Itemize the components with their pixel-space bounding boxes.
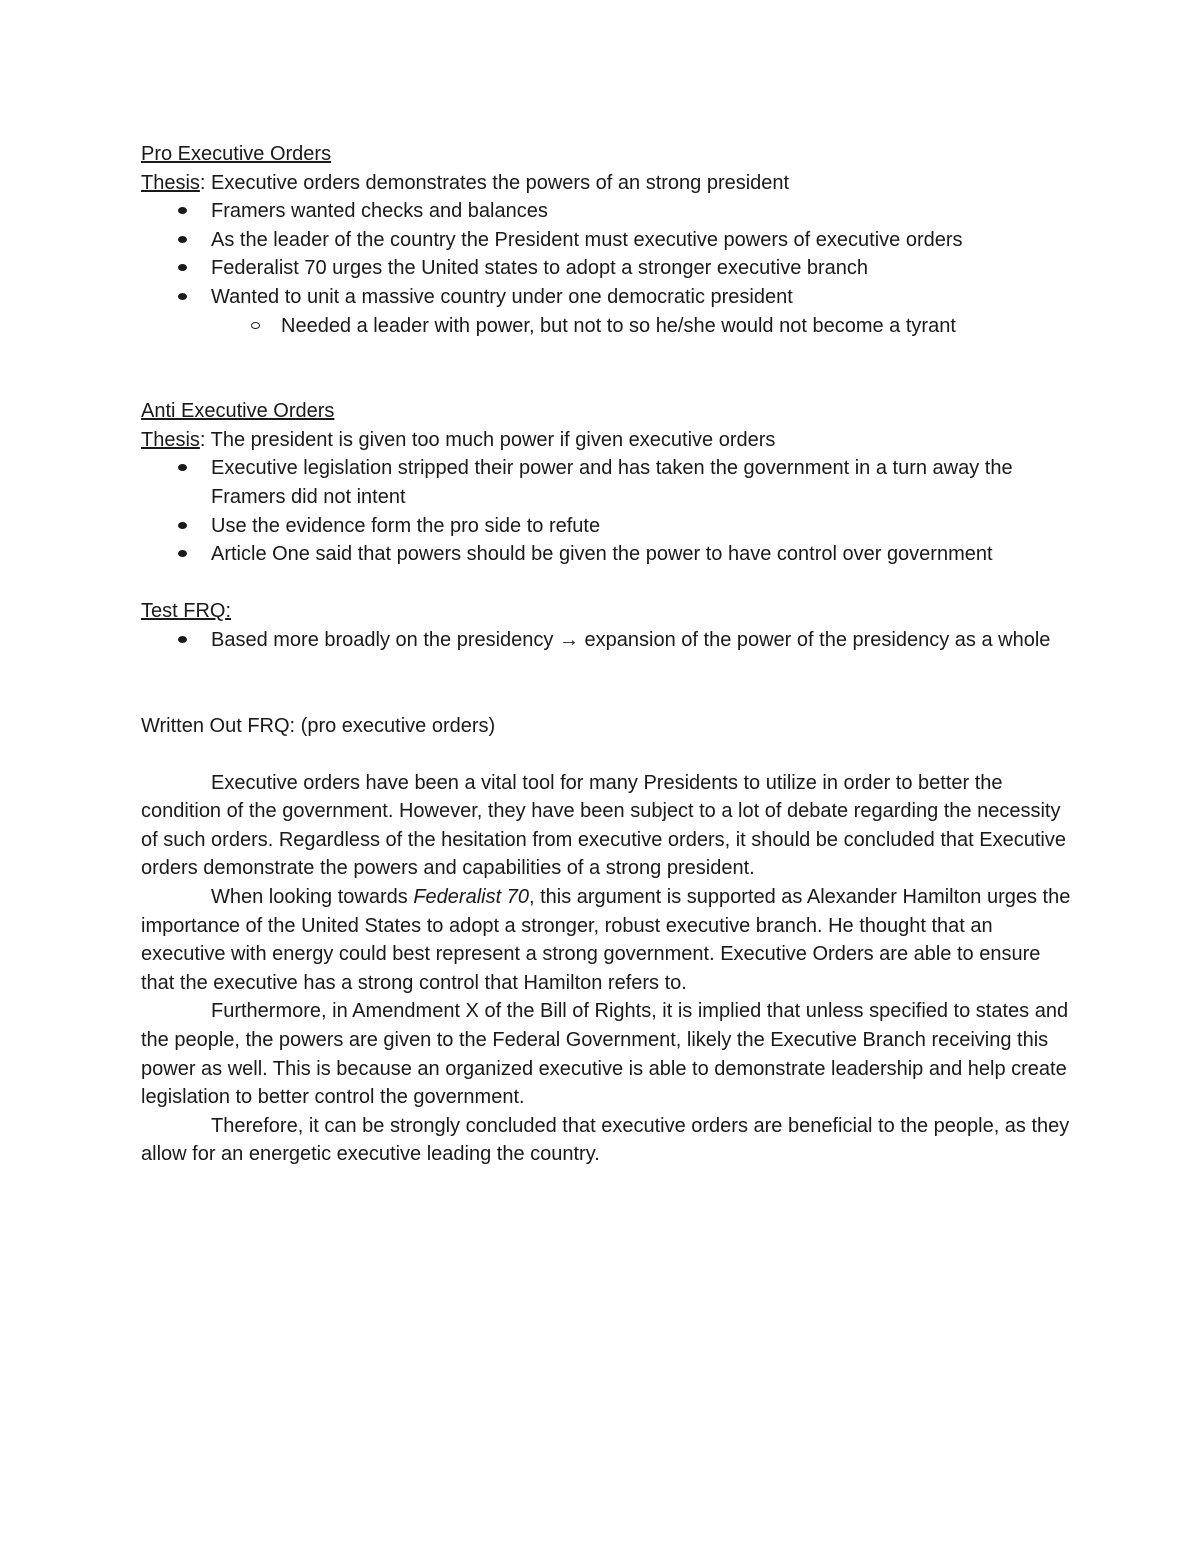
pro-thesis-label: Thesis <box>141 171 200 194</box>
anti-thesis-label: Thesis <box>141 428 200 451</box>
pro-thesis-text: : Executive orders demonstrates the powers of an strong president <box>199 171 790 194</box>
test-frq-bullet-list <box>141 626 1071 655</box>
essay-p2-after: , this argument is supported as Alexander Hamilton urges the importance of the United States to adopt a stronger, robust executive branch. He thought that an executive with energy could best represent a strong government. Executive Orders are able to ensure that the executive has a strong control that Hamilton refers to. <box>141 886 1071 994</box>
written-frq-heading: Written Out FRQ: (pro executive orders) <box>141 714 496 737</box>
essay-p2-italic: Federalist 70 <box>413 886 529 909</box>
essay-paragraph-2 <box>141 883 1071 997</box>
anti-thesis <box>141 426 1071 455</box>
essay-p2-before: When looking towards <box>211 886 414 909</box>
pro-bullet: Framers wanted checks and balances <box>141 197 1071 226</box>
pro-sub-bullet: Needed a leader with power, but not to so he/she would not become a tyrant <box>211 312 1071 341</box>
essay-paragraph-4: Therefore, it can be strongly concluded that executive orders are beneficial to the people, as they allow for an energetic executive leading the country. <box>141 1114 1070 1166</box>
pro-bullet <box>141 283 1071 340</box>
anti-heading: Anti Executive Orders <box>141 400 335 423</box>
essay-paragraph-3: Furthermore, in Amendment X of the Bill of Rights, it is implied that unless specified to states and the people, the powers are given to the Federal Government, likely the Executive Branch receiving this power as well. This is because an organized executive is able to demonstrate leadership and help create legislation to better control the government. <box>141 1000 1069 1109</box>
test-frq-heading: Test FRQ: <box>141 600 232 623</box>
pro-sub-bullet-list <box>211 312 1071 341</box>
pro-bullet-text: Wanted to unit a massive country under one democratic president <box>211 285 793 308</box>
anti-bullet: Use the evidence form the pro side to refute <box>141 512 1071 541</box>
anti-thesis-text: : The president is given too much power if given executive orders <box>199 428 776 451</box>
pro-thesis <box>141 169 1071 198</box>
pro-heading: Pro Executive Orders <box>141 143 332 165</box>
document-page <box>141 140 1071 1169</box>
pro-bullet-list <box>141 197 1071 340</box>
anti-bullet: Executive legislation stripped their power and has taken the government in a turn away the Framers did not intent <box>141 454 1071 511</box>
anti-bullet: Article One said that powers should be given the power to have control over government <box>141 540 1071 569</box>
pro-bullet: Federalist 70 urges the United states to adopt a stronger executive branch <box>141 254 1071 283</box>
test-frq-bullet: Based more broadly on the presidency → expansion of the power of the presidency as a whole <box>141 626 1071 655</box>
pro-bullet: As the leader of the country the President must executive powers of executive orders <box>141 226 1071 255</box>
essay-paragraph-1: Executive orders have been a vital tool for many Presidents to utilize in order to better the condition of the government. However, they have been subject to a lot of debate regarding the necessity of such orders. Regardless of the hesitation from executive orders, it should be concluded that Executive orders demonstrate the powers and capabilities of a strong president. <box>141 771 1066 880</box>
anti-bullet-list <box>141 454 1071 568</box>
